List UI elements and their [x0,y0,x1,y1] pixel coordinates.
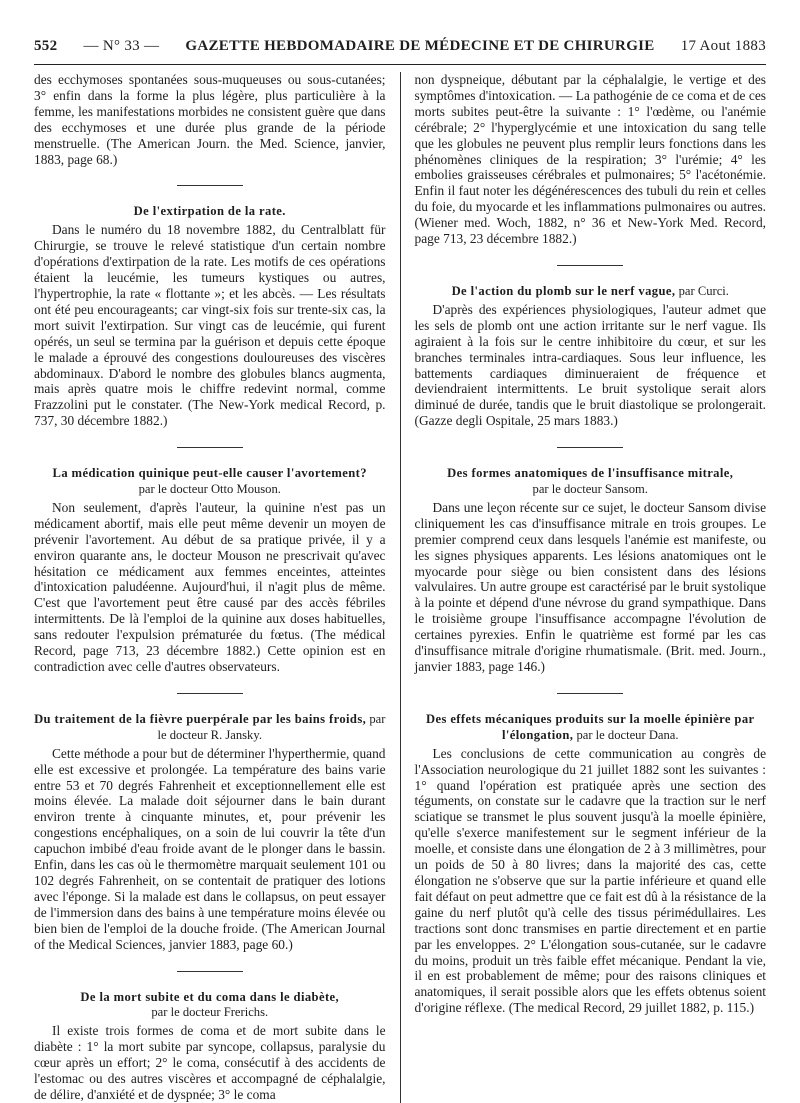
article-plomb-nerf-vague [415,284,767,429]
article-separator [177,971,243,972]
article-heading [34,466,386,498]
article-byline: par le docteur Sansom. [532,482,648,497]
article-paragraph: Les conclusions de cette communication au congrès de l'Association neurologique du 21 juillet 1882 sont les suivantes : 1° quand l'opération est pratiquée après une section des téguments, on constate sur le cadavre que la traction sur le nerf sciatique se transmet le plus souvent jusqu'à la moelle épinière, qu'elle s'exerce manifestement sur le segment inférieur de la moelle, et consiste dans une élongation de 2 à 3 millimètres, pour un poids de 50 à 80 livres; dans la majorité des cas, cette élongation ne s'observe que sur la partie inférieure et quand elle fait défaut on peut admettre que ce fait est dû à la résistance de la gaine du nerf plutôt qu'à celle des tissus périmédullaires. Les tractions sont donc transmises en partie directement et en partie par les enveloppes. 2° L'élongation sous-cutanée, sur le cadavre du moins, produit un très faible effet mécanique. Pendant la vie, il en est probablement de même; pour des raisons cliniques et anatomiques, il serait possible alors que les effets obtenus soient d'origine réflexe. (The medical Record, 29 juillet 1882, p. 115.) [414,745,767,1016]
article-heading [34,990,386,1022]
article-heading [34,204,386,220]
article-byline: par le docteur Dana. [576,727,679,742]
article-paragraph: des ecchymoses spontanées sous-muqueuses ou sous-cutanées; 3° enfin dans la forme la plus légère, plus particulière à la femme, les manifestations morbides ne consistent guère que dans des ecchymoses et une durée plus grande de la période menstruelle. (The American Journ. the Med. Science, janvier, 1883, page 68.) [34,72,386,167]
article-continued [415,72,767,247]
article-continued [34,72,386,167]
article-fievre-puerperale [34,712,386,953]
article-title: Du traitement de la fièvre puerpérale par les bains froids, [34,711,367,726]
article-paragraph: non dyspneique, débutant par la céphalalgie, le vertige et des symptômes d'intoxication. — La pathogénie de ce coma et de ces morts subites peut-être la suivante : 1° l'œdème, ou l'anémie cérébrale; 2° l'hyperglycémie et une intoxication du sang telle que les globules ne peuvent plus remplir leurs fonctions dans les phénomènes cliniques de la respiration; 3° l'urémie; 4° les embolies graisseuses cérébrales et pulmonaires; 5° l'acétonémie. Enfin il faut noter les dégénérescences des tubuli du rein et celles du foie, du myocarde et les inflammations pulmonaires ou autres. (Wiener med. Woch, 1882, n° 36 et New-York Med. Record, page 713, 23 décembre 1882.) [414,72,767,247]
article-separator [557,447,623,448]
article-paragraph: Il existe trois formes de coma et de mort subite dans le diabète : 1° la mort subite par syncope, collapsus, paralysie du cœur après un effort; 2° le coma, consécutif à des accidents de l'estomac ou des autres viscères et accompagné de céphalalgie, de délire, d'anxiété et de dyspnée; 3° le coma [34,1023,386,1102]
article-byline: par Curci. [678,283,729,298]
article-separator [557,265,623,266]
article-title: De la mort subite et du coma dans le diabète, [80,989,340,1004]
article-title: De l'extirpation de la rate. [133,204,286,219]
article-byline: par le docteur R. Jansky. [157,711,386,742]
issue-date: 17 Aout 1883 [680,38,766,54]
column-divider [400,72,401,1103]
article-paragraph: Non seulement, d'après l'auteur, la quinine n'est pas un médicament abortif, mais elle peut même devenir un moyen de prévenir l'avortement. Au début de sa pratique privée, il y a environ quarante ans, le docteur Mouson ne prescrivait qu'avec hésitation ce médicament aux femmes enceintes, atteintes d'intoxication paludéenne. Aujourd'hui, il n'agit plus de même. C'est que l'avortement peut être causé par des accès fébriles intermittents. De là l'emploi de la quinine aux doses habituelles, sans redouter l'expulsion prématurée du fœtus. (The médical Record, page 713, 23 décembre 1882.) Cette opinion est en contradiction avec celle d'autres observateurs. [34,499,386,674]
article-title: Des formes anatomiques de l'insuffisance mitrale, [447,466,734,481]
journal-title: GAZETTE HEBDOMADAIRE DE MÉDECINE ET DE CHIRURGIE [185,38,655,54]
article-byline: par le docteur Otto Mouson. [138,482,281,497]
article-extirpation-rate [34,204,386,429]
article-paragraph: Dans une leçon récente sur ce sujet, le docteur Sansom divise cliniquement les cas d'insuffisance mitrale en trois groupes. Le premier comprend ceux dans lesquels l'anémie est manifeste, ou les signes physiques apparents. Les lésions anatomiques ont le myocarde pour siège ou bien consistent dans des lésions valvulaires. Un autre groupe est caractérisé par le bruit systolique à la pointe et dépend d'une névrose du grand sympathique. Dans le troisième groupe l'insuffisance accompagne l'évolution de certaines pyrexies. Enfin le quatrième est formé par les cas d'insuffisance mitrale d'origine rhumatismale. (Brit. med. Journ., janvier 1883, page 146.) [414,499,767,674]
article-heading [415,466,767,498]
article-medication-quinique [34,466,386,675]
article-title: Des effets mécaniques produits sur la moelle épinière par l'élongation, [425,711,755,742]
article-mort-subite-diabete [34,990,386,1103]
article-moelle-epiniere [415,712,767,1016]
article-heading [415,712,767,744]
header-rule [34,64,766,65]
left-column [34,72,393,1103]
page-number: 552 [34,38,58,54]
article-insuffisance-mitrale [415,466,767,675]
article-paragraph: Dans le numéro du 18 novembre 1882, du Centralblatt für Chirurgie, se trouve le relevé statistique d'un certain nombre d'opérations d'extirpation de la rate. Les motifs de ces opérations étaient la leucémie, les tumeurs kystiques ou autres, l'hypertrophie, la rate « flottante »; et les abcès. — Les résultats ont été peu encourageants; car vingt-six fois sur trente-six cas, la mort suivit l'extirpation. Sur vingt cas de leucémie, qui furent opérés, un seul se termina par la guérison et depuis cette époque le malade a éprouvé des congestions douloureuses des viscères abdominaux. D'abord le nombre des globules blancs augmenta, mais après quatre mois le chiffre redevint normal, comme Frazzolini put le constater. (The New-York medical Record, p. 737, 30 décembre 1882.) [34,222,386,429]
article-heading [415,284,767,300]
text-columns [34,72,766,1103]
article-heading [34,712,386,744]
article-separator [177,447,243,448]
issue-number: — N° 33 — [83,38,160,54]
article-paragraph: D'après des expériences physiologiques, l'auteur admet que les sels de plomb ont une action irritante sur le nerf vague. Ils agiraient à la fois sur le centre inhibitoire du cœur, et sur les branches terminales intra-cardiaques. Sous leur influence, les battements cardiaques diminueraient de fréquence et deviendraient intermittents. Le bruit systolique serait alors diminué de durée, tandis que le bruit diastolique se prolongerait. (Gazze degli Ospitale, 25 mars 1883.) [414,301,767,429]
article-byline: par le docteur Frerichs. [151,1005,269,1020]
article-separator [557,693,623,694]
running-header [34,38,766,60]
article-title: De l'action du plomb sur le nerf vague, [451,283,676,298]
article-paragraph: Cette méthode a pour but de déterminer l'hyperthermie, quand elle est excessive et prolongée. La température des bains varie entre 53 et 70 degrés Fahrenheit et exceptionnellement elle est moins élevée. La malade doit séjourner dans le bain durant environ trente à cinquante minutes, et, pour prévenir les congestions encéphaliques, on a soin de lui couvrir la tête d'un capuchon imbibé d'eau froide avant de le plonger dans le bassin. Enfin, dans les cas où le thermomètre marquait seulement 101 ou 102 degrés Fahrenheit, on se contentait de pratiquer des lotions avec l'éponge. Si la malade est dans le collapsus, on peut essayer de l'immersion dans des bains à une température moins élevée ou bien bien de l'emploi de la douche froide. (The American Journal of the Medical Sciences, janvier 1883, page 60.) [34,745,386,952]
right-column [408,72,767,1103]
article-title: La médication quinique peut-elle causer l'avortement? [52,466,367,481]
article-separator [177,185,243,186]
article-separator [177,693,243,694]
